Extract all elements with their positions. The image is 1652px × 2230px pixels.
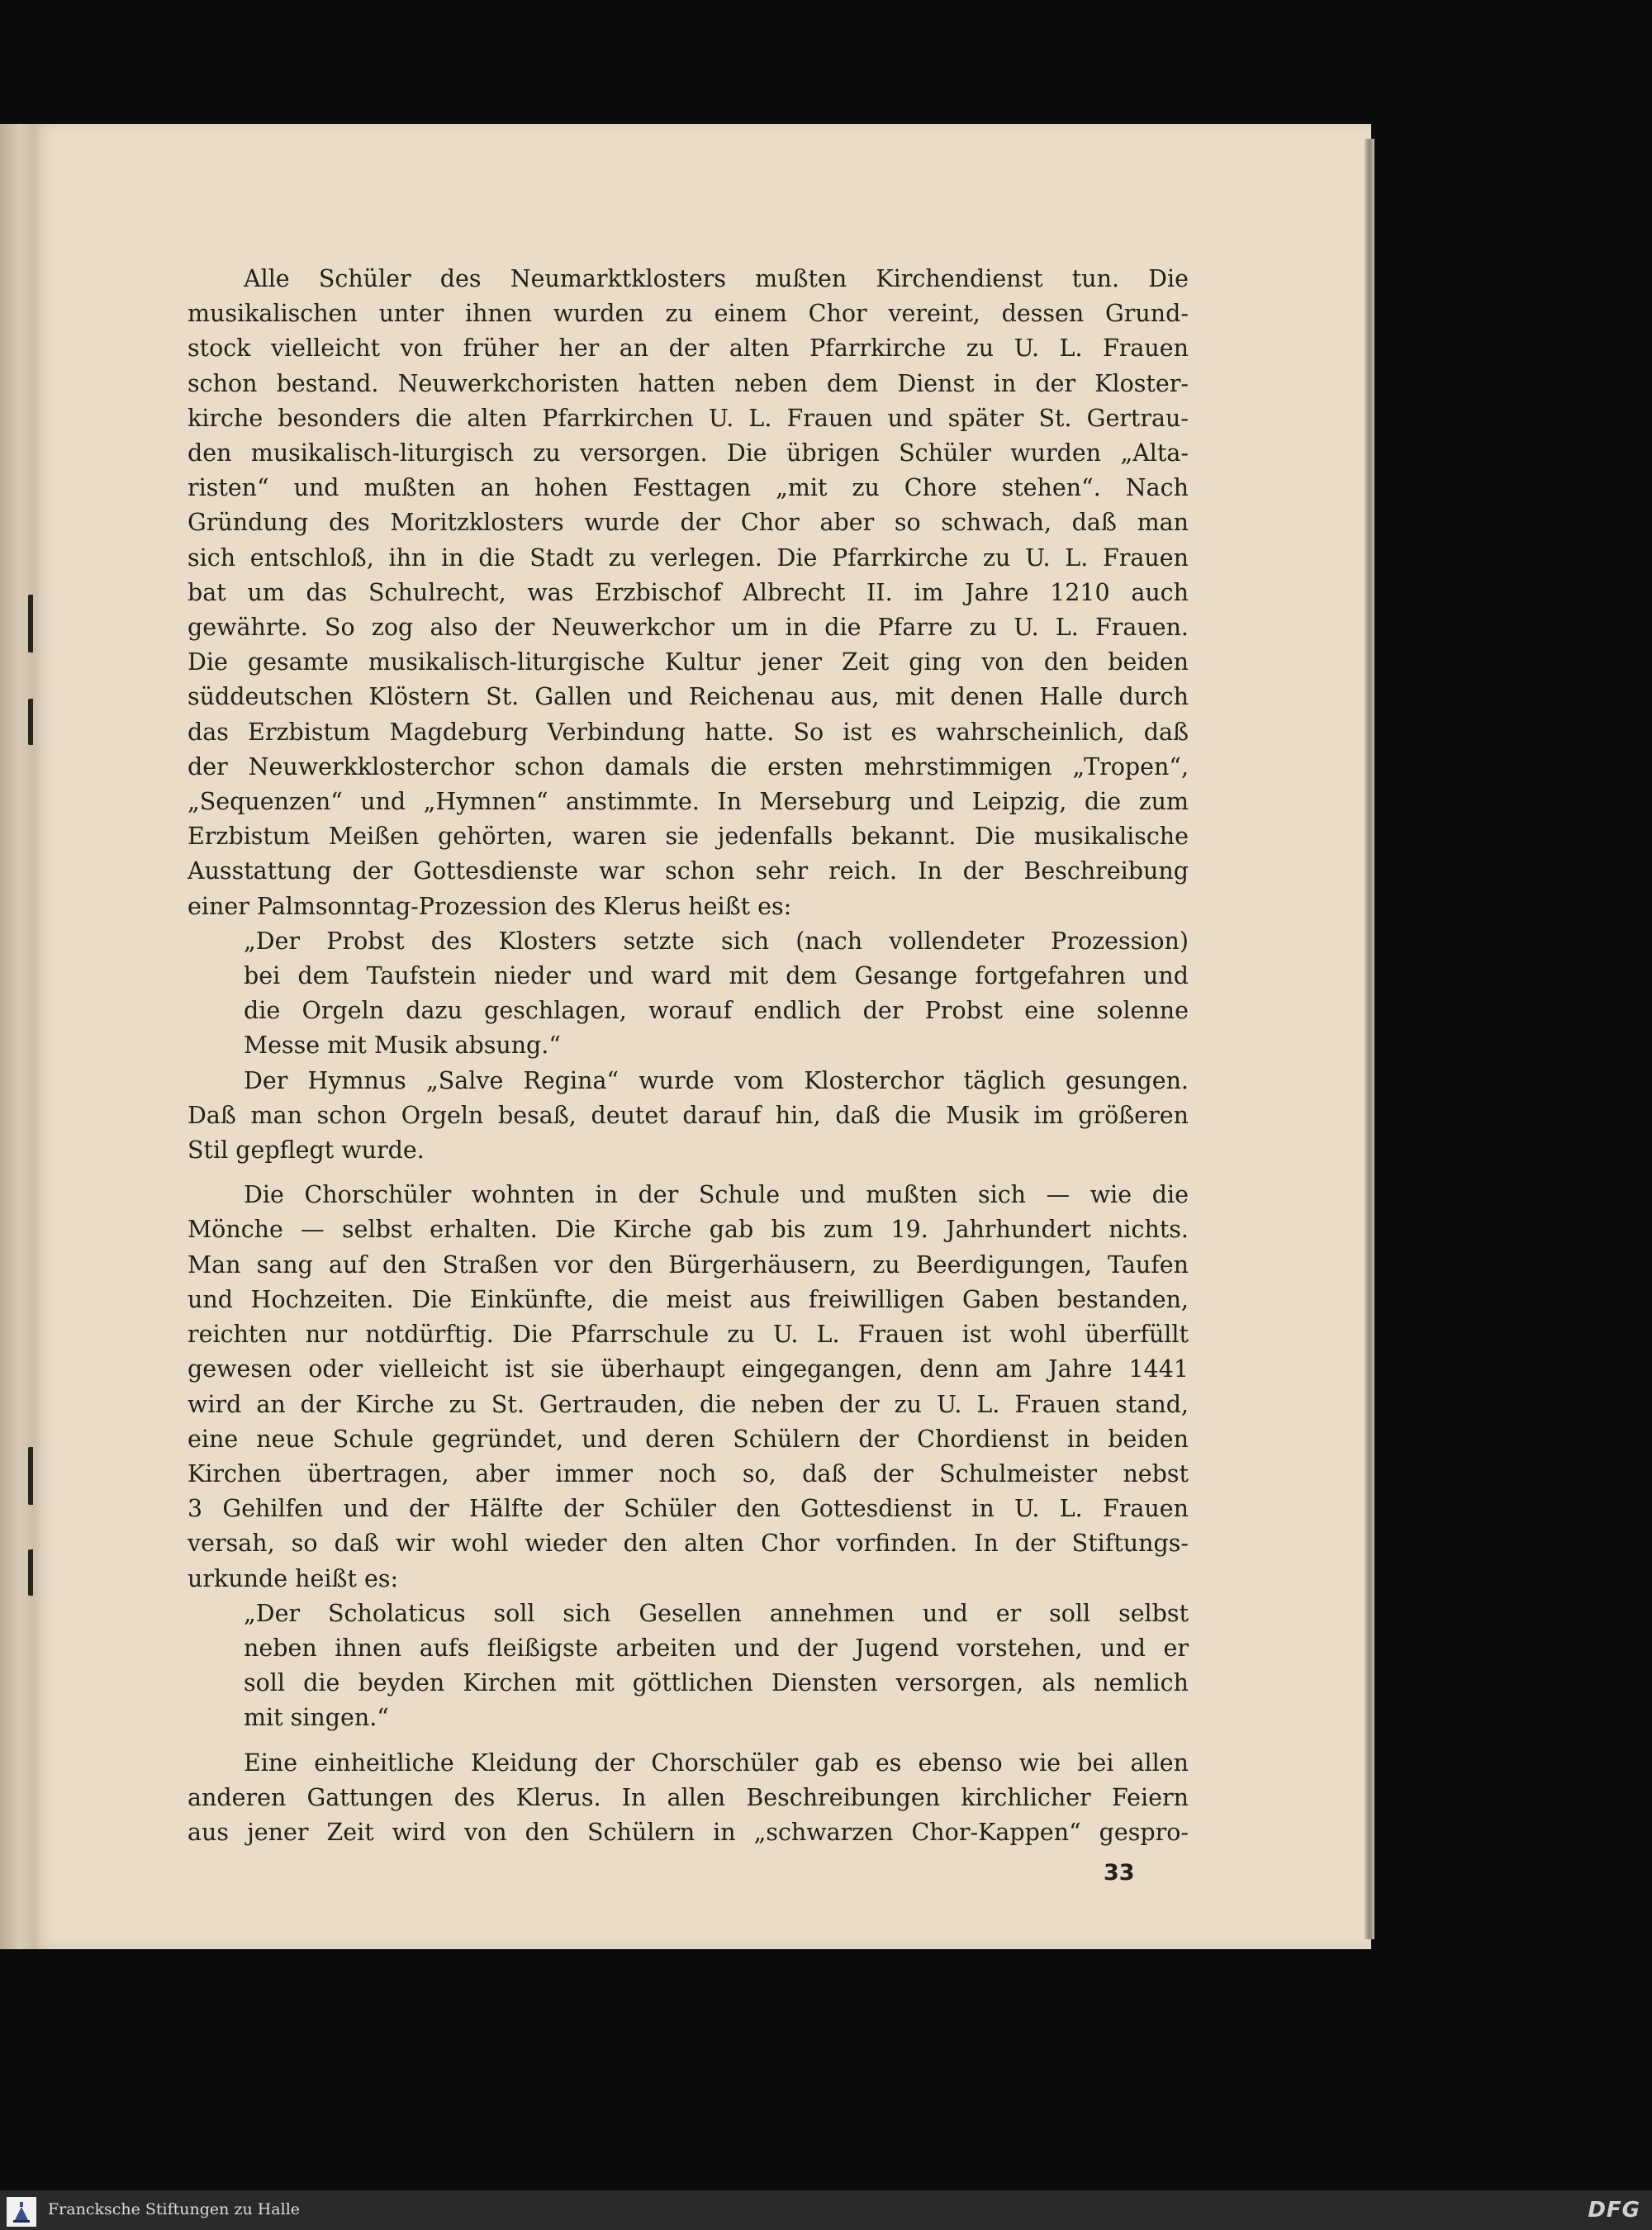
- text-line: „Der Scholaticus soll sich Gesellen annehmen und er soll selbst: [244, 1599, 1189, 1627]
- text-line: den musikalisch-liturgisch zu versorgen. Die übrigen Schüler wurden „Alta-: [188, 439, 1189, 467]
- text-line: reichten nur notdürftig. Die Pfarrschule zu U. L. Frauen ist wohl überfüllt: [188, 1321, 1189, 1349]
- text-line: Die gesamte musikalisch-liturgische Kultur jener Zeit ging von den beiden: [188, 648, 1189, 676]
- text-line: der Neuwerkklosterchor schon damals die ersten mehrstimmigen „Tropen“,: [188, 752, 1189, 780]
- footer-label: Francksche Stiftungen zu Halle: [48, 2200, 301, 2218]
- text-line: Stil gepflegt wurde.: [188, 1136, 425, 1165]
- block-quote: [244, 1597, 1189, 1736]
- text-line: anderen Gattungen des Klerus. In allen Beschreibungen kirchlicher Feiern: [188, 1783, 1189, 1811]
- text-line: soll die beyden Kirchen mit göttlichen Diensten versorgen, als nemlich: [244, 1669, 1189, 1697]
- text-line: urkunde heißt es:: [188, 1564, 399, 1592]
- text-line: bat um das Schulrecht, was Erzbischof Albrecht II. im Jahre 1210 auch: [188, 578, 1189, 606]
- text-line: gewährte. So zog also der Neuwerkchor um in die Pfarre zu U. L. Frauen.: [188, 614, 1189, 642]
- text-line: Daß man schon Orgeln besaß, deutet darauf hin, daß die Musik im größeren: [188, 1101, 1189, 1129]
- text-line: Eine einheitliche Kleidung der Chorschüler gab es ebenso wie bei allen: [244, 1748, 1189, 1777]
- text-line: Alle Schüler des Neumarktklosters mußten Kirchendienst tun. Die: [244, 265, 1189, 292]
- text-line: Messe mit Musik absung.“: [244, 1032, 561, 1060]
- text-line: „Sequenzen“ und „Hymnen“ anstimmte. In Merseburg und Leipzig, die zum: [188, 788, 1189, 816]
- text-line: neben ihnen aufs fleißigste arbeiten und der Jugend vorstehen, und er: [244, 1634, 1189, 1662]
- text-line: musikalischen unter ihnen wurden zu einem Chor vereint, dessen Grund-: [188, 300, 1189, 328]
- text-line: Gründung des Moritzklosters wurde der Chor aber so schwach, daß man: [188, 509, 1189, 537]
- page-text: [188, 262, 1189, 1850]
- text-line: mit singen.“: [244, 1704, 389, 1732]
- text-line: schon bestand. Neuwerkchoristen hatten neben dem Dienst in der Kloster-: [188, 369, 1189, 397]
- text-line: stock vielleicht von früher her an der alten Pfarrkirche zu U. L. Frauen: [188, 334, 1189, 363]
- viewer-footer: [0, 2190, 1652, 2230]
- text-line: Kirchen übertragen, aber immer noch so, daß der Schulmeister nebst: [188, 1459, 1189, 1487]
- text-line: „Der Probst des Klosters setzte sich (nach vollendeter Prozession): [244, 927, 1189, 955]
- text-line: Man sang auf den Straßen vor den Bürgerhäusern, zu Beerdigungen, Taufen: [188, 1250, 1189, 1279]
- text-line: Die Chorschüler wohnten in der Schule und mußten sich — wie die: [244, 1181, 1189, 1209]
- text-line: und Hochzeiten. Die Einkünfte, die meist aus freiwilligen Gaben bestanden,: [188, 1285, 1189, 1313]
- dfg-logo: DFG: [1588, 2198, 1640, 2223]
- text-line: Mönche — selbst erhalten. Die Kirche gab bis zum 19. Jahrhundert nichts.: [188, 1216, 1189, 1244]
- text-line: Der Hymnus „Salve Regina“ wurde vom Klosterchor täglich gesungen.: [244, 1066, 1189, 1094]
- text-line: süddeutschen Klöstern St. Gallen und Reichenau aus, mit denen Halle durch: [188, 683, 1189, 711]
- text-line: risten“ und mußten an hohen Festtagen „mit zu Chore stehen“. Nach: [188, 474, 1189, 502]
- foundation-logo-icon: [7, 2197, 36, 2227]
- text-line: gewesen oder vielleicht ist sie überhaupt eingegangen, denn am Jahre 1441: [188, 1355, 1189, 1383]
- text-line: die Orgeln dazu geschlagen, worauf endlich der Probst eine solenne: [244, 997, 1189, 1025]
- page-stack-edge: [1365, 139, 1374, 1939]
- facing-page-edge: [0, 124, 33, 1949]
- paragraph: [188, 1064, 1189, 1169]
- text-line: 3 Gehilfen und der Hälfte der Schüler den Gottesdienst in U. L. Frauen: [188, 1495, 1189, 1523]
- paragraph: [188, 262, 1189, 924]
- text-line: bei dem Taufstein nieder und ward mit dem Gesange fortgefahren und: [244, 962, 1189, 990]
- text-line: Ausstattung der Gottesdienste war schon sehr reich. In der Beschreibung: [188, 857, 1189, 885]
- paragraph: [188, 1746, 1189, 1851]
- text-line: kirche besonders die alten Pfarrkirchen U. L. Frauen und später St. Gertrau-: [188, 404, 1189, 432]
- text-line: eine neue Schule gegründet, und deren Schülern der Chordienst in beiden: [188, 1425, 1189, 1453]
- text-line: das Erzbistum Magdeburg Verbindung hatte. So ist es wahrscheinlich, daß: [188, 718, 1189, 746]
- text-line: aus jener Zeit wird von den Schülern in „schwarzen Chor-Kappen“ gespro-: [188, 1818, 1189, 1846]
- page-number: 33: [1104, 1860, 1135, 1886]
- text-line: einer Palmsonntag-Prozession des Klerus heißt es:: [188, 892, 792, 920]
- text-line: versah, so daß wir wohl wieder den alten Chor vorfinden. In der Stiftungs-: [188, 1530, 1189, 1558]
- text-line: Erzbistum Meißen gehörten, waren sie jedenfalls bekannt. Die musikalische: [188, 823, 1189, 851]
- block-quote: [244, 924, 1189, 1064]
- text-line: sich entschloß, ihn in die Stadt zu verlegen. Die Pfarrkirche zu U. L. Frauen: [188, 543, 1189, 572]
- paragraph: [188, 1178, 1189, 1596]
- text-line: wird an der Kirche zu St. Gertrauden, die neben der zu U. L. Frauen stand,: [188, 1390, 1189, 1418]
